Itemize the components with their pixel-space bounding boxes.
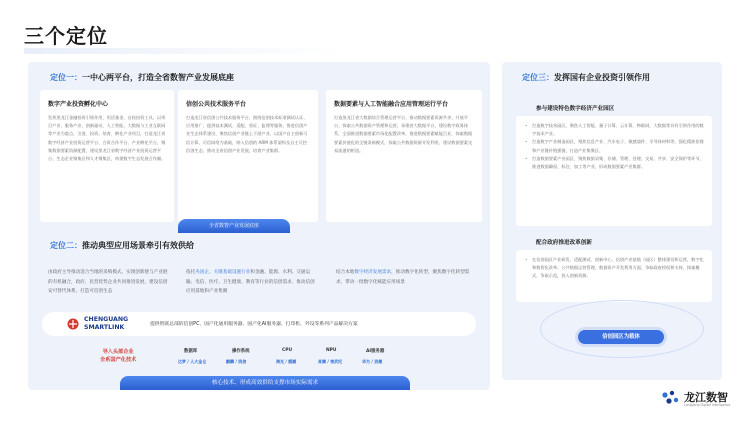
category-npu: NPU <box>326 348 337 353</box>
card-title: 数字产业投资孵化中心 <box>48 101 109 108</box>
category-cpu: CPU <box>282 348 293 353</box>
section2-col3: 结合本地数字经济发展需求，推动数字化转型，聚焦数字化转型需求，带动一批数字化赋能应用场景 <box>336 270 470 285</box>
page-title: 三个定位 <box>24 24 108 48</box>
brand-os: 麒麟 / 统信 <box>226 359 247 364</box>
import-leading-tech-label: 导入头部企业 全系国产化技术 <box>100 349 137 363</box>
section2-heading: 定位二：推动典型应用场景牵引有效供给 <box>50 241 194 250</box>
brand-cpu: 海光 / 鲲鹏 <box>276 359 297 364</box>
brand-npu: 昇腾 / 寒武纪 <box>318 359 343 364</box>
section1-heading: 定位一：一中心两平台，打造全省数智产业发展底座 <box>50 73 234 82</box>
category-ai-server: AI服务器 <box>366 349 385 354</box>
card-body: 打造龙江省信创公共技术服务平台，围绕信创技术标准测试认证、应用推广、提供技术测试、适配、验证、监理等服务，推进信创产业生态体系建设，聚焦信创产业链上下游产业，以国产自主创新可信计算、可信网络为基础，纳入信创的 ARM 体系架构及自主可控信创生态，推动全省信创产业发展，培育产业集群。 <box>186 115 308 153</box>
card-title: 信创公共技术服务平台 <box>186 101 247 108</box>
block2-bullet: • 在信创园区产业研发、适配测试、创新中心、信创产业基地（园区）整体建设和运营，数字化和数智化改革；公共数据运营管理，数据资产开发利用方面，争取政府授权和支持，探索模式，争取示范，投入创新资源。 <box>524 256 704 281</box>
block1-bullet: • 打造数据要素产业园区，聚焦数据采集、存储、管理、处理、交易、共享、安全保护等环节，推进数据确权、标注、加工等产业，形成数据要素产业集群。 <box>524 155 704 171</box>
card-xinchuang-platform <box>178 90 318 222</box>
section2-col2: 依托央国企、关键基础设施行业和金融、能源、水利、交通运输、电信、医疗、卫生健康、教育等行业的信创需求，推动信创应用落地和产业集聚 <box>186 270 315 295</box>
block1-bullet: • 打造数字技术园区，聚焦人工智能、量子计算、云计算、物联网、大数据等具有引领作用的数字技术产业。 <box>524 122 704 138</box>
title-underline <box>24 48 344 54</box>
block1-card <box>516 116 712 226</box>
card-body: 发挥黑龙江金融投资引领作用，用活基金、自投投资工具，以项目产业、服务产业、创新驱动、人工智能、大数据与工业互联网等产业为重点，引进、投资、培育、孵化产业项目，打造龙江省数字经济产业投资运营平台、合资合作平台、产业孵化平台，聚集数据要素资源配置、建设黑龙江省数字经济产业投资运营平台、生态企业聚集区和人才聚集区，构建数字生态发展合作圈。 <box>48 115 166 162</box>
block2-card <box>516 250 712 302</box>
card-data-ai-platform <box>326 90 482 222</box>
section3-heading: 定位三：发挥国有企业投资引领作用 <box>522 73 650 82</box>
product-strip-text: 提供智联总部的信创PC、国产化通用服务器、国产化AI服务器、打印机、外设等系列产品解决方案 <box>150 322 358 327</box>
category-os: 操作系统 <box>232 349 250 354</box>
card-body: 打造黑龙江省大数据综合管理运营平台、推动数据要素资源共享、开放平台、探索公共数据资产管理和运营，承建省大数据平台，建设数字政务体系，全面推进数据要素市场化配置改革，推进数据要素赋能百业，探索数据要素价值化的全链条新模式，探索公共数据资源开发利用，建设数据要素交易流通的枢纽。 <box>334 115 473 153</box>
base-banner: 全省数智产业发展底座 <box>178 219 290 233</box>
section2-col1: 由政府主导推动适合当地的采购模式，实现创新链与产业链的有机融合，政府、民营优势企业共同推进发展，建设信创安可替代体系，打造可信创生态 <box>48 270 168 295</box>
core-tech-banner: 核心技术、形成高效供给支撑市场实际需求 <box>120 376 410 390</box>
park-carrier-pill: 信创园区为载体 <box>578 330 664 344</box>
card-title: 数据要素与人工智能融合应用管理运行平台 <box>334 101 449 108</box>
category-database: 数据库 <box>184 349 198 354</box>
block1-title: 参与建设特色数字经济产业园区 <box>536 106 615 112</box>
chenguang-logo-text: CHENGUANG SMARTLINK <box>84 316 129 331</box>
footer-brand-en: Longjiang Digital Intelligence <box>684 403 731 407</box>
block2-title: 配合政府推进改革创新 <box>536 240 592 246</box>
card-investment-center <box>40 90 174 222</box>
footer-brand-name: 龙江数智 <box>684 391 728 404</box>
brand-database: 达梦 / 人大金仓 <box>178 359 207 364</box>
pill-ring <box>540 300 704 358</box>
longjiang-logo-icon <box>660 390 680 406</box>
chenguang-logo-icon <box>66 318 80 330</box>
brand-ai-server: 华为 / 浪潮 <box>362 359 383 364</box>
block1-bullet: • 打造数字产业制造园区，聚焦信息产业、汽车电子、敏感器件、半导体材料等，强化精准招商和产业链补链强链，打造产业集聚区。 <box>524 138 704 154</box>
